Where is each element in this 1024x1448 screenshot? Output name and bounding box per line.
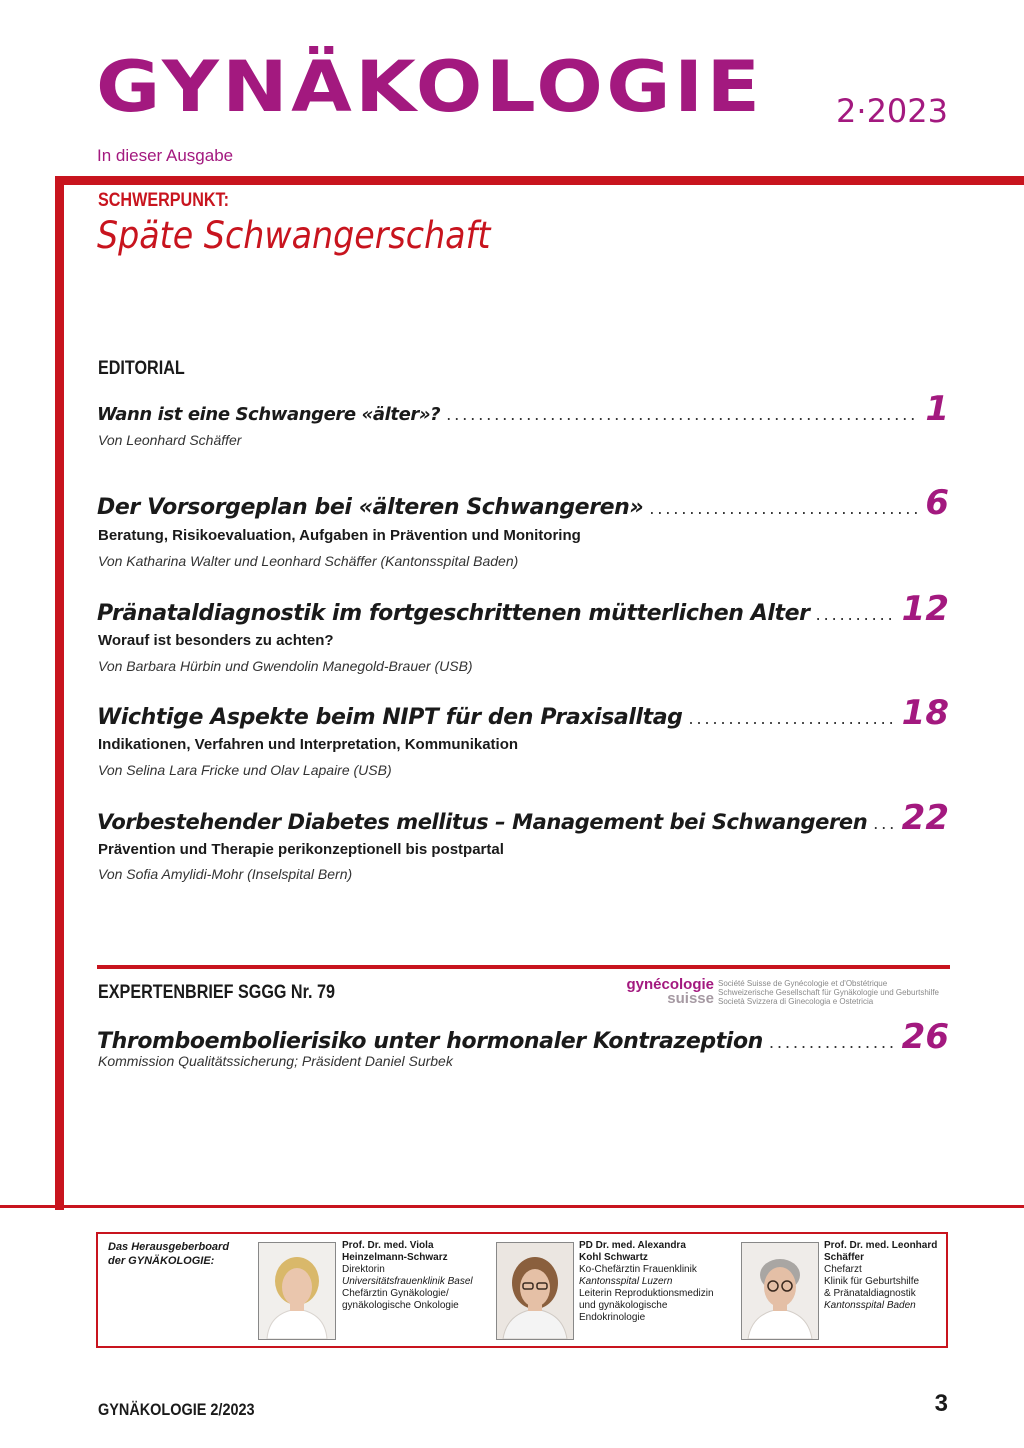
toc-page-number: 18 <box>901 693 949 733</box>
toc-entry-subtitle: Worauf ist besonders zu achten? <box>98 632 334 649</box>
toc-entry-author: Kommission Qualitätssicherung; Präsident Daniel Surbek <box>98 1053 453 1069</box>
expert-label: EXPERTENBRIEF SGGG Nr. 79 <box>98 982 335 1003</box>
toc-page-number: 22 <box>901 798 949 838</box>
sggg-logo <box>620 978 950 1008</box>
toc-entry-title: Pränataldiagnostik im fortgeschrittenen mütterlichen Alter <box>97 601 810 626</box>
toc-entry-expert[interactable] <box>97 1017 949 1057</box>
toc-entry-article[interactable] <box>97 483 949 523</box>
focus-label: SCHWERPUNKT: <box>98 190 229 211</box>
toc-entry-title: Wichtige Aspekte beim NIPT für den Praxisalltag <box>97 705 683 730</box>
leader-dots <box>873 813 895 834</box>
toc-entry-subtitle: Prävention und Therapie perikonzeptionell bis postpartal <box>98 841 504 858</box>
toc-page-number: 12 <box>901 589 949 629</box>
toc-entry-author: Von Sofia Amylidi-Mohr (Inselspital Bern) <box>98 866 353 882</box>
red-frame-top <box>55 176 1024 185</box>
board-member-photo <box>496 1242 574 1340</box>
board-member: PD Dr. med. Alexandra Kohl Schwartz Ko-Chefärztin Frauenklinik Kantonsspital Luzern Leiterin Reproduktionsmedizin und gynäkologische Endokrinologie <box>579 1240 714 1323</box>
board-member-photo <box>741 1242 819 1340</box>
issue-number: 2·2023 <box>836 92 948 130</box>
editorial-label: EDITORIAL <box>98 358 185 379</box>
board-member: Prof. Dr. med. Leonhard Schäffer Chefarzt Klinik für Geburtshilfe & Pränataldiagnostik Kantonsspital Baden <box>824 1240 938 1311</box>
toc-page-number: 26 <box>901 1017 949 1057</box>
toc-entry-title: Wann ist eine Schwangere «älter»? <box>97 404 441 425</box>
sggg-logo-text: Société Suisse de Gynécologie et d'Obstétrique Schweizerische Gesellschaft für Gynäkologie und Geburtshilfe Società Svizzera di Ginecologia e Ostetricia <box>718 979 939 1006</box>
magazine-title: GYNÄKOLOGIE <box>96 46 764 128</box>
red-frame-left <box>55 176 64 1210</box>
toc-entry-article[interactable] <box>97 798 949 838</box>
toc-entry-title: Der Vorsorgeplan bei «älteren Schwangeren» <box>97 495 644 520</box>
leader-dots <box>446 404 919 425</box>
toc-entry-author: Von Barbara Hürbin und Gwendolin Manegold-Brauer (USB) <box>98 658 473 674</box>
leader-dots <box>769 1032 896 1053</box>
board-heading: Das Herausgeberboard der GYNÄKOLOGIE: <box>108 1241 230 1267</box>
focus-title: Späte Schwangerschaft <box>97 214 491 257</box>
section-divider <box>97 965 950 969</box>
leader-dots <box>816 604 896 625</box>
toc-entry-author: Von Selina Lara Fricke und Olav Lapaire (USB) <box>98 762 392 778</box>
toc-entry-article[interactable] <box>97 693 949 733</box>
toc-entry-subtitle: Beratung, Risikoevaluation, Aufgaben in Prävention und Monitoring <box>98 527 581 544</box>
toc-entry-author: Von Katharina Walter und Leonhard Schäffer (Kantonsspital Baden) <box>98 553 519 569</box>
sggg-logo-word: gynécologie suisse <box>626 976 714 1007</box>
board-member: Prof. Dr. med. Viola Heinzelmann-Schwarz Direktorin Universitätsfrauenklinik Basel Chefärztin Gynäkologie/ gynäkologische Onkologie <box>342 1240 473 1311</box>
board-member-photo <box>258 1242 336 1340</box>
leader-dots <box>649 498 919 519</box>
toc-page-number: 1 <box>925 389 949 429</box>
toc-entry-article[interactable] <box>97 589 949 629</box>
footer-title: GYNÄKOLOGIE 2/2023 <box>98 1400 255 1419</box>
toc-entry-author: Von Leonhard Schäffer <box>98 432 242 448</box>
footer-page-number: 3 <box>934 1390 948 1417</box>
toc-entry-editorial[interactable] <box>97 389 949 429</box>
leader-dots <box>689 708 896 729</box>
editorial-board <box>96 1232 948 1348</box>
toc-page-number: 6 <box>925 483 949 523</box>
toc-entry-title: Vorbestehender Diabetes mellitus – Management bei Schwangeren <box>97 810 868 834</box>
toc-entry-title: Thromboembolierisiko unter hormonaler Kontrazeption <box>97 1029 763 1054</box>
issue-subtitle: In dieser Ausgabe <box>97 146 234 165</box>
red-frame-bottom <box>0 1205 1024 1208</box>
toc-entry-subtitle: Indikationen, Verfahren und Interpretation, Kommunikation <box>98 736 519 753</box>
